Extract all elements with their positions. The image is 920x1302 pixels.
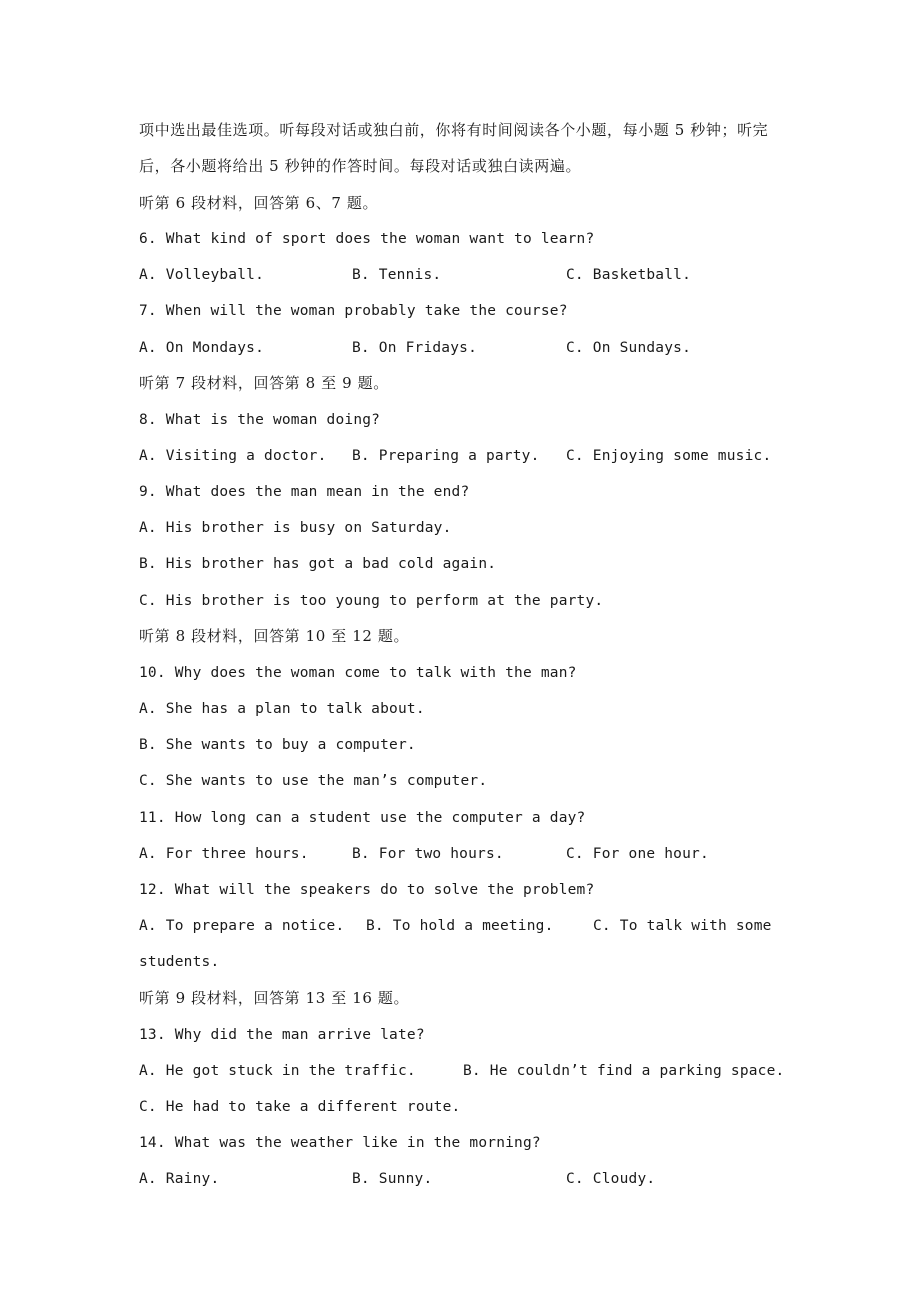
question-7-option-a: A. On Mondays. — [139, 340, 265, 356]
question-14-stem: 14. What was the weather like in the morning? — [139, 1135, 541, 1151]
question-6-stem: 6. What kind of sport does the woman want to learn? — [139, 231, 595, 247]
section-6-header: 听第 6 段材料，回答第 6、7 题。 — [139, 194, 379, 212]
question-6-option-a: A. Volleyball. — [139, 267, 265, 283]
question-10-stem: 10. Why does the woman come to talk with the man? — [139, 665, 577, 681]
question-9-option-c: C. His brother is too young to perform at the party. — [139, 593, 604, 609]
question-11-option-c: C. For one hour. — [566, 846, 709, 862]
question-13-option-a: A. He got stuck in the traffic. — [139, 1063, 416, 1079]
instructions-line-2: 后，各小题将给出 5 秒钟的作答时间。每段对话或独白读两遍。 — [139, 157, 582, 175]
question-10-option-c: C. She wants to use the man’s computer. — [139, 773, 488, 789]
section-9-header: 听第 9 段材料，回答第 13 至 16 题。 — [139, 989, 410, 1007]
instructions-line-1: 项中选出最佳选项。听每段对话或独白前，你将有时间阅读各个小题，每小题 5 秒钟；听完 — [139, 121, 769, 139]
question-12-option-b: B. To hold a meeting. — [366, 918, 554, 934]
question-14-option-b: B. Sunny. — [352, 1171, 433, 1187]
question-12-option-c: C. To talk with some — [593, 918, 772, 934]
question-12-option-c-continued: students. — [139, 954, 220, 970]
question-9-option-a: A. His brother is busy on Saturday. — [139, 520, 452, 536]
question-11-stem: 11. How long can a student use the computer a day? — [139, 810, 586, 826]
question-10-option-a: A. She has a plan to talk about. — [139, 701, 425, 717]
question-9-option-b: B. His brother has got a bad cold again. — [139, 556, 497, 572]
question-14-option-c: C. Cloudy. — [566, 1171, 656, 1187]
question-9-stem: 9. What does the man mean in the end? — [139, 484, 470, 500]
question-7-option-b: B. On Fridays. — [352, 340, 478, 356]
question-6-option-c: C. Basketball. — [566, 267, 692, 283]
question-8-option-c: C. Enjoying some music. — [566, 448, 772, 464]
question-12-option-a: A. To prepare a notice. — [139, 918, 345, 934]
question-6-option-b: B. Tennis. — [352, 267, 442, 283]
question-8-stem: 8. What is the woman doing? — [139, 412, 381, 428]
question-10-option-b: B. She wants to buy a computer. — [139, 737, 416, 753]
question-13-stem: 13. Why did the man arrive late? — [139, 1027, 425, 1043]
question-11-option-a: A. For three hours. — [139, 846, 309, 862]
question-7-stem: 7. When will the woman probably take the course? — [139, 303, 568, 319]
question-14-option-a: A. Rainy. — [139, 1171, 220, 1187]
question-11-option-b: B. For two hours. — [352, 846, 504, 862]
section-8-header: 听第 8 段材料，回答第 10 至 12 题。 — [139, 627, 410, 645]
question-13-option-b: B. He couldn’t find a parking space. — [463, 1063, 785, 1079]
question-8-option-b: B. Preparing a party. — [352, 448, 540, 464]
question-12-stem: 12. What will the speakers do to solve the problem? — [139, 882, 595, 898]
question-13-option-c: C. He had to take a different route. — [139, 1099, 461, 1115]
section-7-header: 听第 7 段材料，回答第 8 至 9 题。 — [139, 374, 389, 392]
question-7-option-c: C. On Sundays. — [566, 340, 692, 356]
question-8-option-a: A. Visiting a doctor. — [139, 448, 327, 464]
